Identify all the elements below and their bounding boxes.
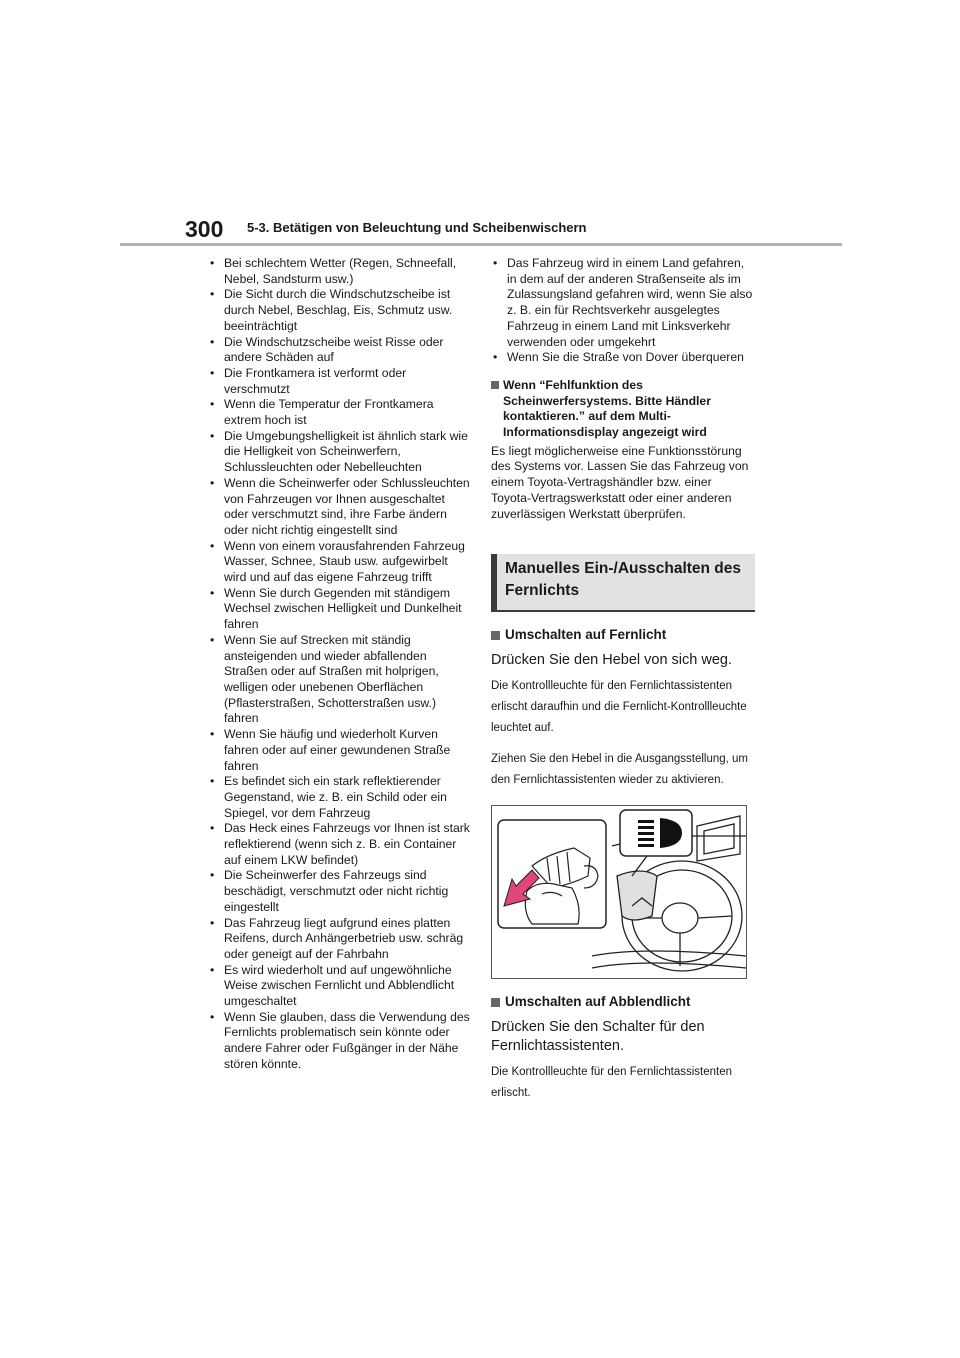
list-item: • Wenn Sie die Straße von Dover überqueren (491, 350, 753, 366)
high-beam-note: Die Kontrollleuchte für den Fernlichtassistenten erlischt daraufhin und die Fernlicht-Kontrollleuchte leuchtet auf. (491, 680, 747, 735)
square-bullet-icon (491, 998, 500, 1007)
page-number: 300 (185, 216, 224, 242)
conditions-list (208, 256, 470, 1073)
list-item: • Wenn die Temperatur der Frontkamera extrem hoch ist (208, 397, 470, 428)
low-beam-instruction: Drücken Sie den Schalter für den Fernlichtassistenten. (491, 1019, 705, 1055)
low-beam-note: Die Kontrollleuchte für den Fernlichtassistenten erlischt. (491, 1066, 732, 1100)
list-item: • Die Windschutzscheibe weist Risse oder andere Schäden auf (208, 335, 470, 366)
list-item: • Bei schlechtem Wetter (Regen, Schneefall, Nebel, Sandsturm usw.) (208, 256, 470, 287)
list-item: • Wenn Sie auf Strecken mit ständig ansteigenden und wieder abfallenden Straßen oder auf Straßen mit holprigen, welligen oder unebenen Oberflächen (Pflasterstraßen, Schotterstraßen usw.) fahren (208, 633, 470, 727)
high-beam-heading (491, 626, 753, 644)
list-item: • Es befindet sich ein stark reflektierender Gegenstand, wie z. B. ein Schild oder ein Spiegel, vor dem Fahrzeug (208, 774, 470, 821)
list-item: • Die Sicht durch die Windschutzscheibe ist durch Nebel, Beschlag, Eis, Schmutz usw. beeinträchtigt (208, 287, 470, 334)
low-beam-heading (491, 993, 753, 1011)
malfunction-heading (491, 378, 753, 441)
lever-illustration (491, 805, 747, 979)
reactivate-note: Ziehen Sie den Hebel in die Ausgangsstellung, um den Fernlichtassistenten wieder zu aktivieren. (491, 753, 749, 787)
left-column (208, 256, 470, 1073)
list-item: • Wenn Sie glauben, dass die Verwendung des Fernlichts problematisch sein könnte oder andere Fahrer oder Fußgänger in der Nähe stören könnte. (208, 1010, 470, 1073)
list-item: • Wenn Sie häufig und wiederholt Kurven fahren oder auf einer gewundenen Straße fahren (208, 727, 470, 774)
list-item: • Die Umgebungshelligkeit ist ähnlich stark wie die Helligkeit von Scheinwerfern, Schlussleuchten oder Nebelleuchten (208, 429, 470, 476)
malfunction-body: Es liegt möglicherweise eine Funktionsstörung des Systems vor. Lassen Sie das Fahrzeug von einem Toyota-Vertragshändler bzw. einer Toyota-Vertragswerkstatt oder einer anderen zuverlässigen Werkstatt überprüfen. (491, 443, 749, 521)
header-divider (120, 243, 842, 246)
list-item: • Wenn von einem vorausfahrenden Fahrzeug Wasser, Schnee, Staub usw. aufgewirbelt wird und auf das eigene Fahrzeug trifft (208, 539, 470, 586)
list-item: • Das Fahrzeug wird in einem Land gefahren, in dem auf der anderen Straßenseite als im Zulassungsland gefahren wird, wenn Sie also z. B. ein für Rechtsverkehr ausgelegtes Fahrzeug in einem Land mit Linksverkehr verwenden oder umgekehrt (491, 256, 753, 350)
high-beam-instruction: Drücken Sie den Hebel von sich weg. (491, 652, 732, 669)
list-item: • Die Frontkamera ist verformt oder verschmutzt (208, 366, 470, 397)
list-item: • Das Heck eines Fahrzeugs vor Ihnen ist stark reflektierend (wenn sich z. B. ein Container auf einem LKW befindet) (208, 821, 470, 868)
manual-section-title: Manuelles Ein-/Ausschalten des Fernlichts (491, 554, 755, 612)
conditions-list-continued (491, 256, 753, 366)
right-column (491, 256, 753, 1104)
list-item: • Die Scheinwerfer des Fahrzeugs sind beschädigt, verschmutzt oder nicht richtig eingestellt (208, 868, 470, 915)
section-header: 5-3. Betätigen von Beleuchtung und Scheibenwischern (247, 220, 587, 235)
list-item: • Es wird wiederholt und auf ungewöhnliche Weise zwischen Fernlicht und Abblendlicht umgeschaltet (208, 963, 470, 1010)
low-beam-heading-text: Umschalten auf Abblendlicht (505, 994, 691, 1010)
high-beam-heading-text: Umschalten auf Fernlicht (505, 627, 667, 643)
malfunction-heading-text: Wenn “Fehlfunktion des Scheinwerfersystems. Bitte Händler kontaktieren.” auf dem Multi-Informationsdisplay angezeigt wird (503, 377, 711, 440)
square-bullet-icon (491, 381, 499, 389)
list-item: • Wenn die Scheinwerfer oder Schlussleuchten von Fahrzeugen vor Ihnen ausgeschaltet oder verschmutzt sind, ihre Farbe ändern oder nicht richtig eingestellt sind (208, 476, 470, 539)
list-item: • Das Fahrzeug liegt aufgrund eines platten Reifens, durch Anhängerbetrieb usw. schräg oder geneigt auf der Fahrbahn (208, 916, 470, 963)
square-bullet-icon (491, 631, 500, 640)
list-item: • Wenn Sie durch Gegenden mit ständigem Wechsel zwischen Helligkeit und Dunkelheit fahren (208, 586, 470, 633)
